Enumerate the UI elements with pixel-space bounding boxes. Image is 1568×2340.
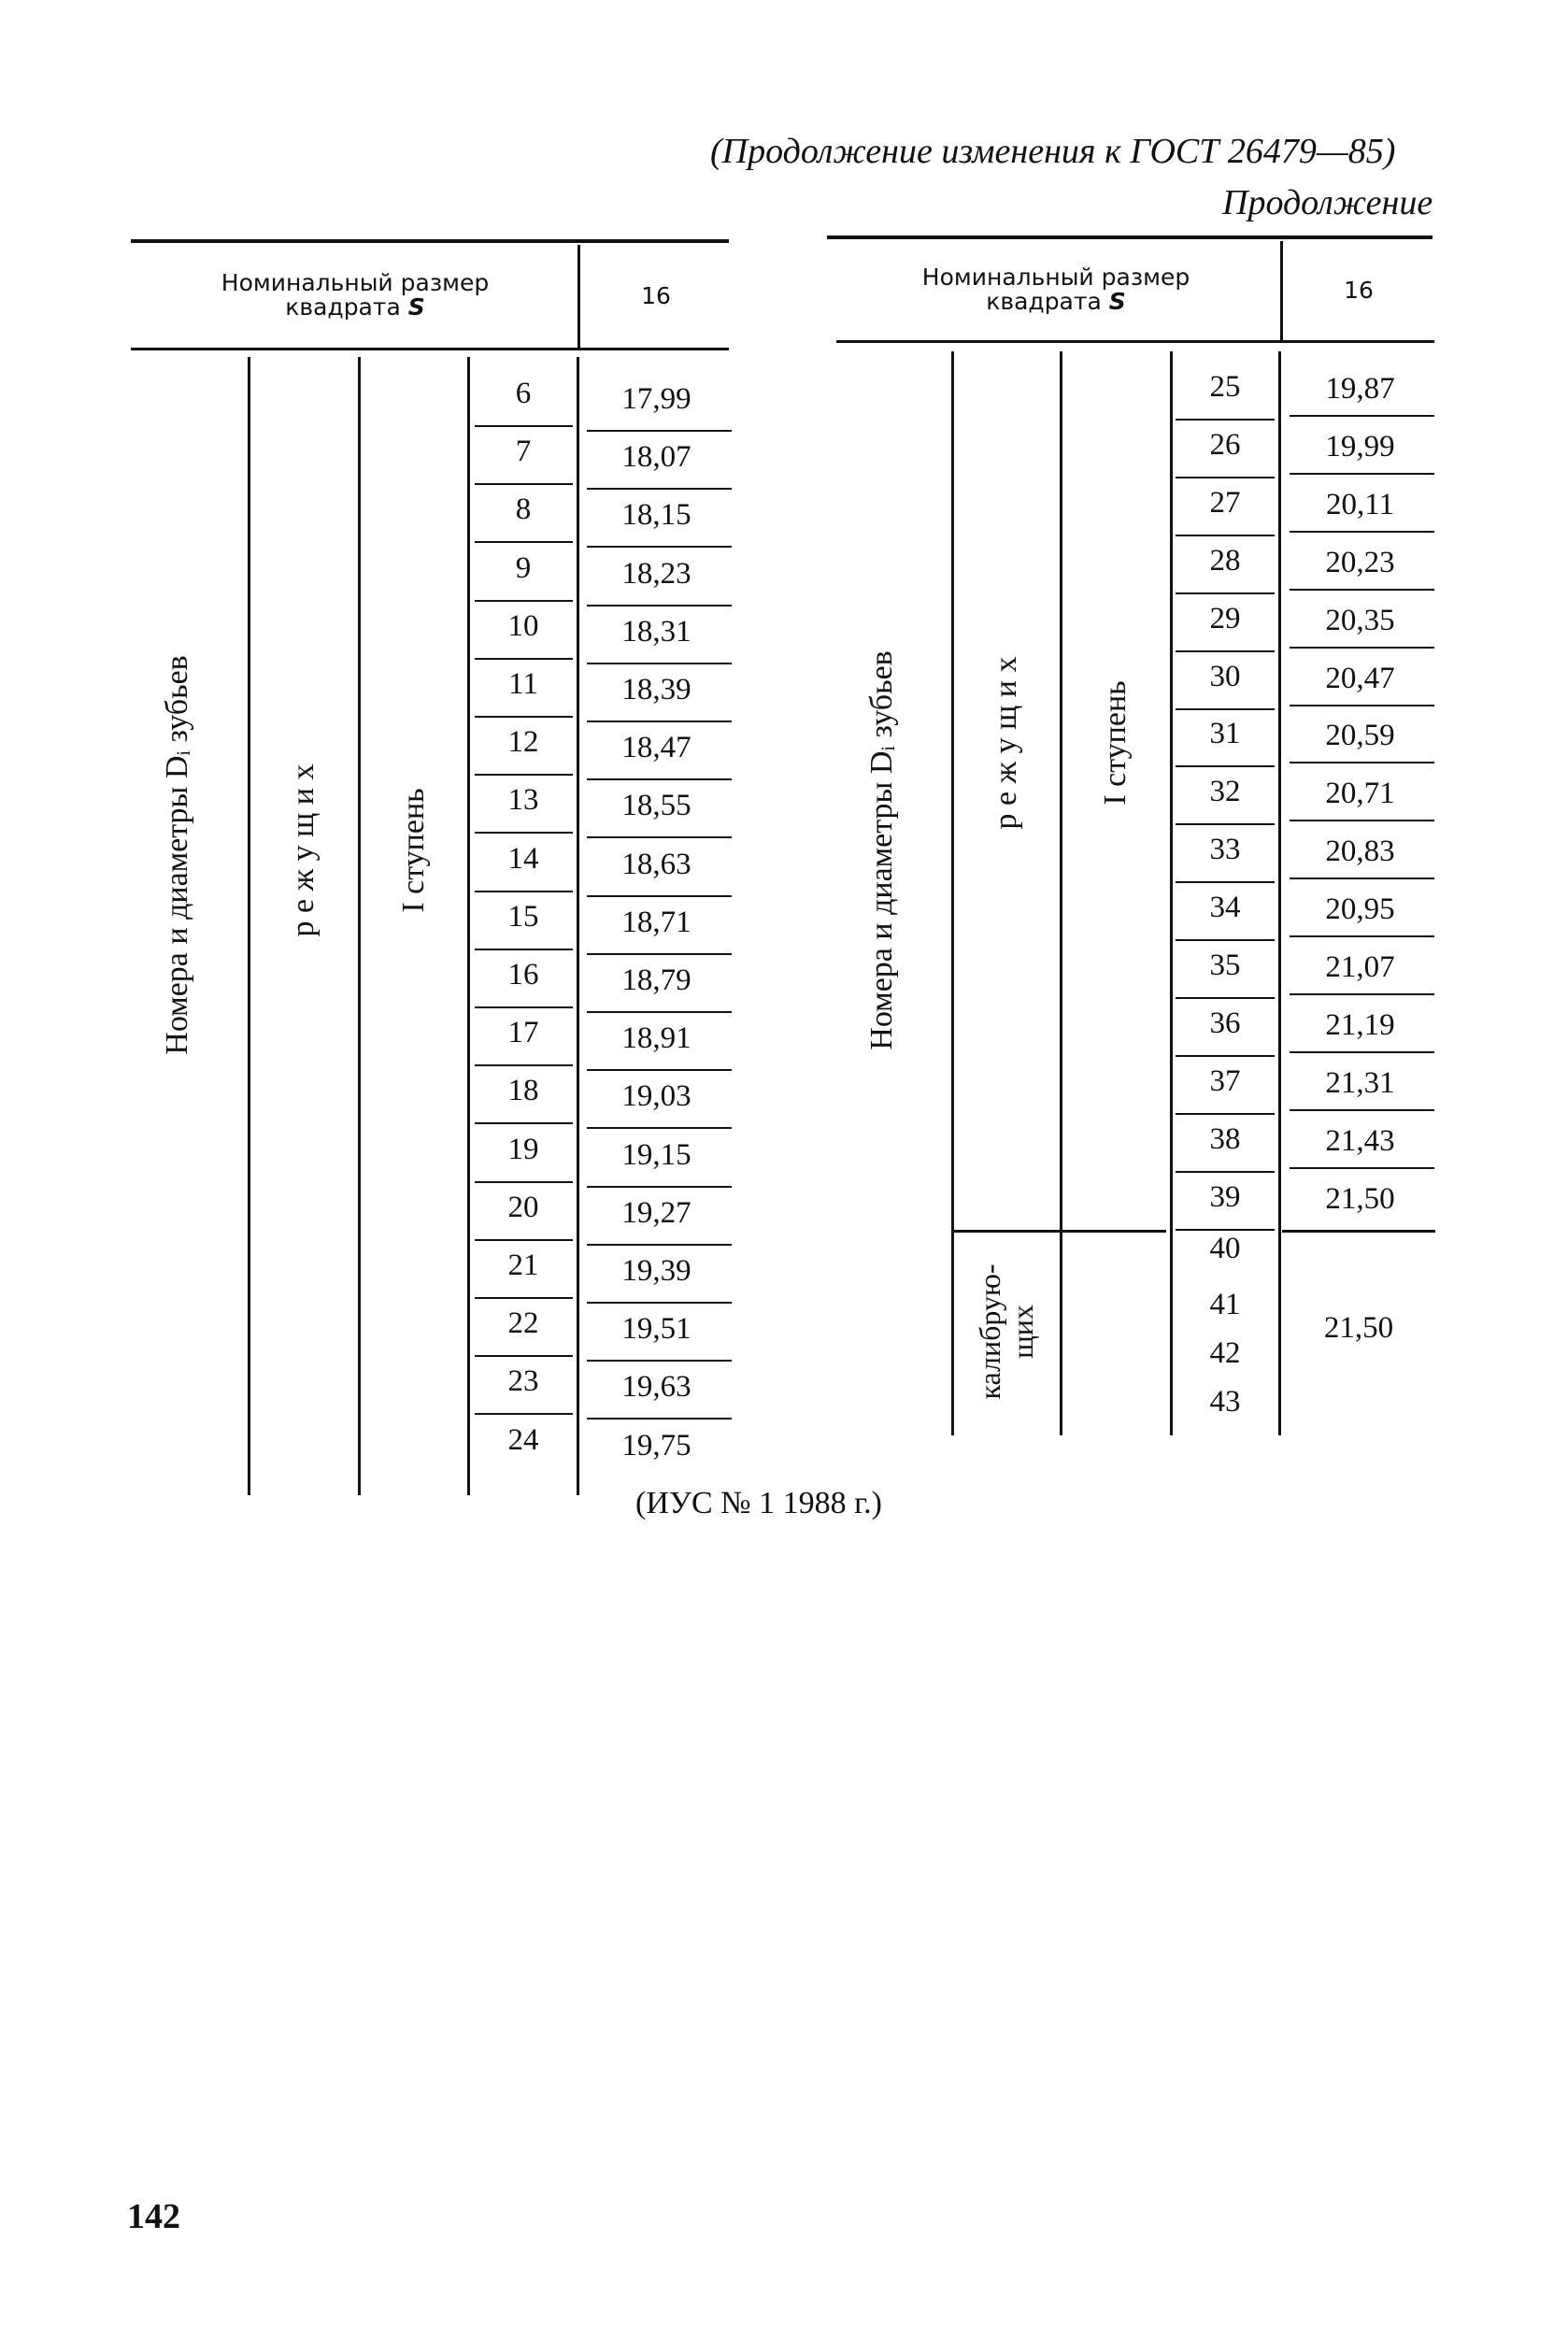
- row-number: 13: [507, 783, 539, 818]
- left-side-label: Номера и диаметры Dᵢ зубьев: [160, 655, 194, 1055]
- row-number: 27: [1209, 485, 1241, 520]
- row-diameter: 21,31: [1325, 1065, 1395, 1100]
- row-number-rule: [475, 1064, 573, 1066]
- row-number-rule: [475, 541, 573, 543]
- row-diameter-rule: [1290, 1051, 1434, 1053]
- row-number: 28: [1209, 543, 1241, 578]
- row-number-rule: [475, 1006, 573, 1008]
- row-diameter: 21,19: [1325, 1007, 1395, 1042]
- row-diameter-rule: [1290, 473, 1434, 475]
- row-diameter-rule: [587, 1244, 732, 1246]
- row-diameter: 18,15: [621, 498, 691, 533]
- row-number: 26: [1209, 427, 1241, 462]
- row-number: 39: [1209, 1179, 1241, 1214]
- left-header-value: 16: [641, 282, 671, 309]
- row-number: 31: [1209, 717, 1241, 751]
- row-diameter: 18,63: [621, 847, 691, 881]
- row-number: 6: [515, 377, 532, 410]
- row-diameter: 19,87: [1325, 372, 1395, 406]
- continuation-label: Продолжение: [1222, 183, 1433, 222]
- left-group-label: р е ж у щ и х: [286, 763, 321, 937]
- right-header-bottom-rule: [836, 340, 1434, 343]
- row-diameter-rule: [1290, 762, 1434, 763]
- right-stage-label: I ступень: [1098, 680, 1133, 806]
- right-table-top-rule: [827, 235, 1433, 239]
- row-diameter-rule: [1290, 705, 1434, 706]
- row-diameter: 20,95: [1325, 892, 1395, 927]
- row-diameter-rule: [587, 1186, 732, 1188]
- row-number-rule: [1176, 592, 1275, 594]
- row-number: 10: [507, 608, 539, 643]
- row-number: 8: [515, 492, 532, 527]
- row-number: 37: [1209, 1063, 1241, 1098]
- row-diameter: 18,91: [621, 1021, 691, 1056]
- right-header-value: 16: [1344, 277, 1374, 304]
- right-header-divider: [1280, 241, 1283, 340]
- row-number: 17: [507, 1016, 539, 1050]
- row-number-rule: [475, 1355, 573, 1357]
- row-diameter-rule: [1290, 820, 1434, 821]
- row-diameter-rule: [587, 1302, 732, 1304]
- row-diameter: 19,15: [621, 1137, 691, 1172]
- row-number-rule: [1176, 1171, 1275, 1173]
- row-number: 11: [508, 667, 538, 701]
- row-number: 19: [507, 1132, 539, 1166]
- row-diameter: 18,71: [621, 905, 691, 939]
- row-number-rule: [475, 716, 573, 718]
- row-diameter: 20,35: [1325, 603, 1395, 637]
- row-diameter: 19,27: [621, 1195, 691, 1230]
- row-diameter-rule: [1290, 993, 1434, 995]
- row-number: 14: [507, 841, 539, 876]
- calib-row-number: 42: [1209, 1336, 1241, 1370]
- row-number-rule: [1176, 1229, 1275, 1231]
- row-number-rule: [475, 425, 573, 427]
- row-number: 21: [507, 1248, 539, 1282]
- row-diameter: 20,71: [1325, 777, 1395, 811]
- row-diameter-rule: [587, 836, 732, 838]
- row-number-rule: [1176, 419, 1275, 421]
- row-diameter: 19,39: [621, 1254, 691, 1288]
- row-number: 32: [1209, 775, 1241, 809]
- row-number: 23: [507, 1364, 539, 1399]
- row-number-rule: [1176, 765, 1275, 767]
- row-diameter: 20,23: [1325, 545, 1395, 579]
- row-diameter-rule: [1290, 1167, 1434, 1169]
- row-diameter: 18,39: [621, 673, 691, 706]
- row-diameter: 20,59: [1325, 719, 1395, 753]
- left-header-label: Номинальный размер квадрата S: [221, 269, 490, 321]
- row-diameter-rule: [1290, 647, 1434, 649]
- row-diameter: 17,99: [621, 382, 691, 416]
- row-number-rule: [475, 483, 573, 485]
- row-number: 38: [1209, 1121, 1241, 1156]
- row-diameter-rule: [587, 1418, 732, 1420]
- calib-row-number: 41: [1209, 1288, 1241, 1321]
- row-number: 36: [1209, 1006, 1241, 1040]
- row-diameter-rule: [587, 605, 732, 606]
- row-diameter: 19,03: [621, 1079, 691, 1114]
- right-header-label: Номинальный размер квадрата S: [921, 264, 1190, 316]
- row-number-rule: [475, 600, 573, 602]
- row-number: 20: [507, 1190, 539, 1224]
- row-number: 22: [507, 1306, 539, 1341]
- page-number: 142: [127, 2197, 180, 2236]
- row-diameter-rule: [1290, 935, 1434, 937]
- row-diameter: 19,75: [621, 1428, 691, 1462]
- row-number-rule: [1176, 535, 1275, 536]
- right-side-label: Номера и диаметры Dᵢ зубьев: [864, 650, 899, 1050]
- row-number: 7: [515, 435, 532, 469]
- calib-label: калибрую- щих: [972, 1263, 1039, 1400]
- row-diameter-rule: [587, 721, 732, 722]
- row-number-rule: [475, 1239, 573, 1241]
- continuation-note: (Продолжение изменения к ГОСТ 26479—85): [710, 132, 1396, 171]
- row-diameter: 19,63: [621, 1370, 691, 1405]
- row-number-rule: [475, 1413, 573, 1415]
- row-number-rule: [475, 1122, 573, 1124]
- row-diameter-rule: [1290, 589, 1434, 591]
- row-diameter-rule: [587, 778, 732, 780]
- row-number: 33: [1209, 833, 1241, 867]
- row-diameter-rule: [587, 953, 732, 955]
- left-stage-label: I ступень: [396, 788, 431, 913]
- row-number-rule: [1176, 1055, 1275, 1057]
- row-number-rule: [1176, 881, 1275, 883]
- row-number-rule: [1176, 997, 1275, 999]
- left-header-bottom-rule: [131, 348, 729, 350]
- row-number: 9: [515, 550, 532, 585]
- row-diameter-rule: [1290, 878, 1434, 879]
- row-diameter-rule: [587, 1360, 732, 1362]
- row-number: 16: [507, 958, 539, 992]
- row-number: 25: [1209, 370, 1241, 404]
- row-number-rule: [1176, 939, 1275, 941]
- row-number: 35: [1209, 949, 1241, 982]
- row-diameter: 18,47: [621, 731, 691, 765]
- calib-value: 21,50: [1323, 1311, 1394, 1345]
- row-diameter-rule: [587, 430, 732, 432]
- row-number-rule: [475, 1297, 573, 1299]
- row-diameter-rule: [587, 663, 732, 664]
- row-diameter: 19,99: [1325, 429, 1395, 464]
- row-diameter: 18,31: [621, 614, 691, 649]
- row-diameter-rule: [587, 1127, 732, 1129]
- row-number-rule: [475, 891, 573, 892]
- row-number: 34: [1209, 891, 1241, 925]
- row-diameter: 20,11: [1325, 487, 1395, 521]
- row-diameter-rule: [1290, 531, 1434, 533]
- calib-separator: [953, 1230, 1166, 1233]
- row-diameter: 18,79: [621, 963, 691, 997]
- row-diameter: 21,50: [1325, 1181, 1395, 1216]
- row-number-rule: [1176, 708, 1275, 710]
- row-diameter: 20,83: [1325, 835, 1395, 869]
- row-number-rule: [1176, 650, 1275, 652]
- row-number: 15: [507, 899, 539, 934]
- row-number-rule: [475, 1181, 573, 1183]
- row-number-rule: [475, 832, 573, 834]
- row-diameter: 18,07: [621, 440, 691, 475]
- calib-row-number: 40: [1209, 1232, 1241, 1265]
- row-diameter-rule: [587, 488, 732, 490]
- right-group-label: р е ж у щ и х: [989, 656, 1023, 830]
- row-number: 24: [507, 1422, 539, 1457]
- calib-row-number: 43: [1209, 1385, 1241, 1419]
- row-number-rule: [1176, 477, 1275, 478]
- row-diameter-rule: [587, 1011, 732, 1013]
- row-number-rule: [1176, 823, 1275, 825]
- left-header-divider: [577, 245, 580, 348]
- row-diameter: 18,55: [621, 789, 691, 823]
- row-diameter: 18,23: [621, 556, 691, 591]
- row-number: 29: [1209, 601, 1241, 635]
- row-number: 18: [507, 1074, 539, 1108]
- row-number: 12: [507, 725, 539, 760]
- row-diameter: 21,07: [1325, 950, 1395, 984]
- row-diameter: 21,43: [1325, 1123, 1395, 1158]
- row-number-rule: [475, 658, 573, 660]
- row-diameter-rule: [587, 546, 732, 548]
- row-diameter: 19,51: [621, 1312, 691, 1347]
- row-diameter: 20,47: [1325, 661, 1395, 695]
- row-diameter-rule: [1290, 415, 1434, 417]
- row-number: 30: [1209, 659, 1241, 693]
- row-diameter-rule: [1290, 1109, 1434, 1111]
- row-diameter-rule: [587, 1069, 732, 1071]
- row-number-rule: [1176, 1113, 1275, 1115]
- left-table-top-rule: [131, 239, 729, 243]
- row-number-rule: [475, 949, 573, 950]
- row-diameter-rule: [587, 895, 732, 897]
- ius-note: (ИУС № 1 1988 г.): [635, 1486, 882, 1520]
- row-number-rule: [475, 774, 573, 776]
